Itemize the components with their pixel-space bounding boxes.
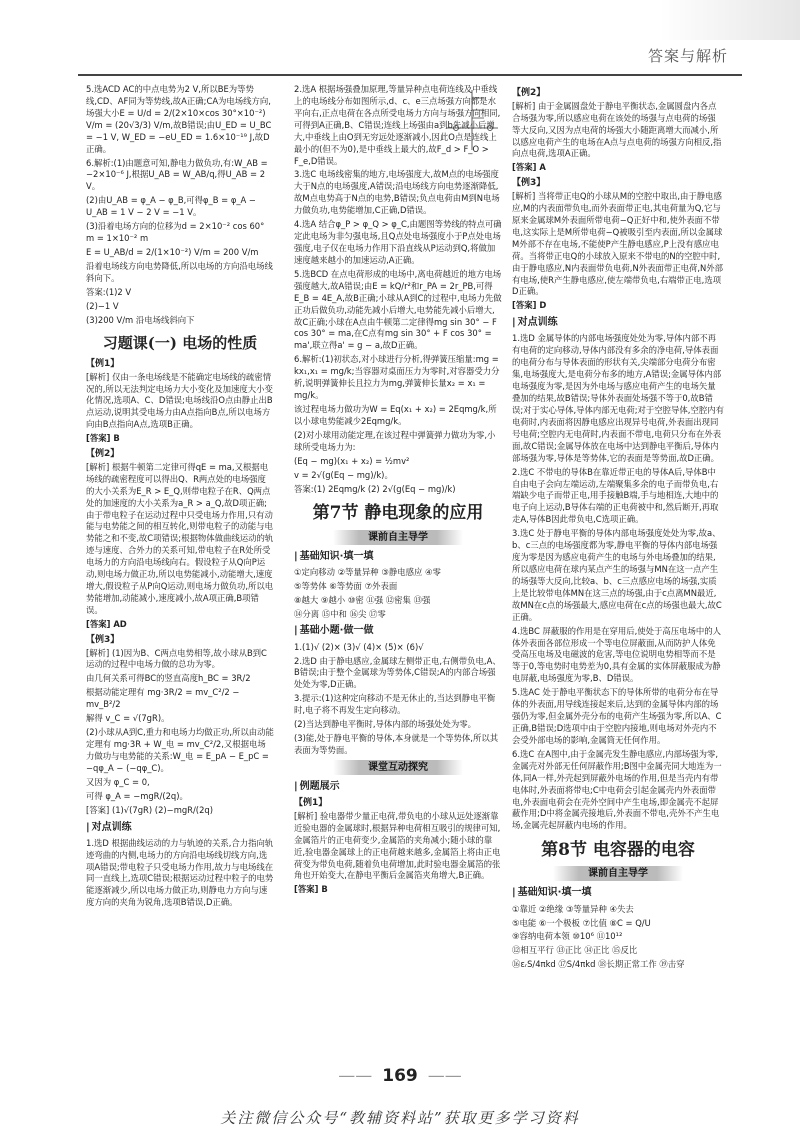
examples-title: | 例题展示 bbox=[294, 780, 502, 794]
training-line: 5.选AC 处于静电平衡状态下的导体所带的电荷分布在导体的外表面,用导线连接起来后,达到的金属导体内部的场强仍为零,但金属外壳分布的电荷产生场强为零,所以A、C正确,B错误;D选项中由于空腔内接地,则电场对外壳内不会受外部电场的影响,金属筒无任何作用。 bbox=[512, 687, 722, 745]
example-2-solution: [解析] 根据牛顿第二定律可得qE = ma,又根据电场线的疏密程度可以得出Q、R两点处的电场强度的大小关系为E_R > E_Q,则带电粒子在R、Q两点处的加速度的大小关系为a_R > a_Q,故D项正确;由于带电粒子在运动过程中只受电场力作用,只有动能与电势能之间的相互转化,则带电粒子的动能与电势能之和不变,故C项错误;根据物体做曲线运动的轨迹与速度、合外力的关系可知,带电粒子在R处所受电场力的方向沿电场线向右。假设粒子从Q向P运动,则电场力做正功,所以电势能减小,动能增大,速度增大,假设粒子从P向Q运动,则电场力做负功,所以电势能增加,动能减小,速度减小,故A项正确,B项错误。 bbox=[86, 461, 274, 615]
answer-line: (2)−1 V bbox=[86, 300, 119, 311]
section-title-exercise: 习题课(一) 电场的性质 bbox=[102, 333, 258, 352]
training-line: 3.选C 处于静电平衡的导体内部电场强度处处为零,故a、b、c三点的电场强度都为零,静电平衡的导体内部电场强度为零是因为感应电荷产生的电场与外电场叠加的结果,所以感应电荷在球内某点产生的场强与MN在这一点产生的场强等大反向,比较a、b、c三点感应电场的场强,实质上是比较带电体MN在这三点的场强,由于c点离MN最近,故MN在c点的场强最大,感应电荷在c点的场强也最大,故C正确。 bbox=[512, 528, 722, 622]
answer-line: 沿着电场线方向电势降低,所以电场的方向沿电场线斜向下。 bbox=[86, 260, 273, 283]
header-rule bbox=[78, 74, 742, 76]
example-1-solution: [解析] 仅由一条电场线是不能确定电场线的疏密情况的,所以无法判定电场力大小变化及加速度大小变化情况,选项A、C、D错误;电场线沿O点由静止出B点运动,说明其受电场力由A点指向B点,所以电场方向由B点指向A点,选项B正确。 bbox=[86, 371, 273, 430]
training-title: | 对点训练 bbox=[86, 821, 274, 835]
answer-line: 答案:(1)2 V bbox=[86, 286, 132, 297]
answer-line: E = U_AB/d = 2/(1×10⁻²) V/m = 200 V/m bbox=[86, 246, 259, 257]
column-middle bbox=[294, 84, 502, 1062]
banner-pre-class: 课前自主导学 bbox=[333, 530, 463, 545]
answer-line: 3.选C 电场线密集的地方,电场强度大,故M点的电场强度大于N点的电场强度,A错误;沿电场线方向电势逐渐降低,故M点电势高于N点的电势,B错误;负点电荷由M到N电场力做负功,电势能增加,C正确,D错误。 bbox=[294, 169, 500, 216]
fill-line: ⑤等势体 ⑥等势面 ⑦外表面 bbox=[294, 580, 398, 591]
solution-line: [答案] (1)√(7gR) (2)−mgR/(2q) bbox=[86, 804, 213, 815]
training-item-1: 1.选D 根据曲线运动的力与轨迹的关系,合力指向轨迹弯曲的内侧,电场力的方向沿电场线切线方向,选项A错误;带电粒子只受电场力作用,故力与电场线在同一直线上,选项C错误;根据运动过程中粒子的电势能逐渐减少,所以电场力做正功,则静电力方向与速度方向的夹角为锐角,选项B错误,D正确。 bbox=[86, 837, 274, 908]
section-title-8: 第8节 电容器的电容 bbox=[541, 840, 695, 861]
answer-line: 5.选ACD AC的中点电势为2 V,所以BE为等势线,CD、AF同为等势线,故A正确;CA为电场线方向,场强大小E = U/d = 2/(2×10×cos 30°×10⁻²) V/m = (20√3/3) V/m,故B错误;由U_ED = U_BC = −1 V, W_ED = −eU_ED = 1.6×10⁻¹⁹ J,故D正确。 bbox=[86, 84, 272, 154]
c3-example-2-label: 【例2】 bbox=[512, 88, 546, 98]
fill-line: ①定向移动 ②等量异种 ③静电感应 ④零 bbox=[294, 566, 441, 577]
field-line-figure bbox=[444, 88, 500, 152]
c3-training-items bbox=[512, 333, 724, 832]
fill-line: ⑨容纳电荷本领 ⑩10⁶ ⑪10¹² bbox=[512, 931, 623, 942]
training-line: 4.选BC 屏蔽服的作用是在穿用后,使处于高压电场中的人体外表面各部位形成一个等电位屏蔽面,从而防护人体免受高压电场及电磁波的危害,等电位说明电势相等而不是等于0,等电势时电势差为0,具有金属的实体屏蔽服成为静电屏蔽,电场强度为零,B、D错误。 bbox=[512, 625, 722, 684]
c3-training-title: | 对点训练 bbox=[512, 316, 724, 330]
question-line: 2.选D 由于静电感应,金属球左侧带正电,右侧带负电,A、B错误;由于整个金属球为等势体,C错误;A的内部合场强处处为零,D正确。 bbox=[294, 655, 501, 690]
solution-line: 由几何关系可得BC的竖直高度h_BC = 3R/2 bbox=[86, 673, 251, 684]
page-number: —— 169 —— bbox=[338, 1066, 462, 1086]
fill-title: | 基础知识·填一填 bbox=[294, 550, 502, 564]
fill-line: ⑤电能 ⑥一个极板 ⑦比值 ⑧C = Q/U bbox=[512, 917, 651, 928]
fill-line: ⑧越大 ⑨越小 ⑩密 ⑪强 ⑫密集 ⑬强 bbox=[294, 594, 431, 605]
example-1-label: 【例1】 bbox=[86, 358, 120, 369]
answer-line: (3)沿着电场方向的位移为d = 2×10⁻² cos 60° m = 1×10⁻² m bbox=[86, 221, 265, 244]
c3-example-3-answer: [答案] D bbox=[512, 300, 547, 311]
small-questions bbox=[294, 642, 502, 757]
solution-line: 可得 φ_A = −mgR/(2q)。 bbox=[86, 790, 188, 801]
c3-example-3-label: 【例3】 bbox=[512, 178, 546, 189]
solution-line: 又因为 φ_C = 0, bbox=[86, 776, 150, 787]
banner-in-class: 课堂互动探究 bbox=[333, 760, 463, 775]
header-title: 答案与解析 bbox=[647, 47, 728, 65]
solution-line: (2)小球从A到C,重力和电场力均做正功,所以由动能定理有 mg·3R + W_电 = mv_C²/2,又根据电场力做功与电势能的关系:W_电 = E_pA − E_pC = −qφ_A − (−qφ_C)。 bbox=[86, 727, 274, 773]
page-header bbox=[0, 0, 800, 78]
c3-fill-answers bbox=[512, 904, 724, 972]
prev-answers bbox=[86, 84, 274, 327]
question-line: (3)能,处于静电平衡的导体,本身就是一个等势体,所以其表面为等势面。 bbox=[294, 733, 499, 755]
answer-line: (Eq − mg)(x₁ + x₂) = ½mv² bbox=[294, 455, 410, 466]
small-questions-title: | 基础小题·做一做 bbox=[294, 624, 502, 638]
c3-example-3-solution: [解析] 当将带正电Q的小球从M的空腔中取出,由于静电感应,M的内表面带负电,而外表面带正电,其电荷量为Q,它与原来金属球M外表面所带电荷−Q正好中和,使外表面不带电,这实际上是M所带电荷−Q被吸引至内表面,所以金属球M外部不存在电场,不能使P产生静电感应,P上没有感应电荷。当将带正电Q的小球放入原来不带电的N的空腔中时,由于静电感应,N内表面带负电荷,N外表面带正电荷,N外部有电场,使R产生静电感应,使左端带负电,右端带正电,选项D正确。 bbox=[512, 191, 724, 297]
example-2-answer: [答案] AD bbox=[86, 618, 127, 629]
solution-line: [解析] (1)因为B、C两点电势相等,故小球从B到C运动的过程中电场力做的总功为零。 bbox=[86, 647, 267, 670]
example-2-label: 【例2】 bbox=[86, 449, 120, 460]
header-gradient bbox=[660, 0, 800, 40]
answer-line: v = 2√(g(Eq − mg)/k)。 bbox=[294, 469, 393, 480]
answer-line: 该过程电场力做功为W = Eq(x₁ + x₂) = 2Eqmg/k,所以小球电势能减少2Eqmg/k。 bbox=[294, 403, 497, 426]
answer-line: (2)对小球用动能定理,在该过程中弹簧弹力做功为零,小球所受电场力为: bbox=[294, 429, 496, 452]
column-right bbox=[512, 84, 724, 1062]
training-line: 6.选C 在A图中,由于金属壳发生静电感应,内部场强为零,金属壳对外部无任何屏蔽作用;B图中金属壳同大地连为一体,同A一样,外壳起到屏蔽外电场的作用,但是当壳内有带电体时,外表面将带电;C中电荷会引起金属壳内外表面带电,外表面电荷会在壳外空间中产生电场,即金属壳不起屏蔽作用;D中将金属壳接地后,外表面不带电,壳外不产生电场,金属壳起屏蔽内电场的作用。 bbox=[512, 748, 722, 831]
answer-line: (2)由U_AB = φ_A − φ_B,可得φ_B = φ_A − U_AB = 1 V − 2 V = −1 V。 bbox=[86, 195, 256, 218]
c3-example-2-solution: [解析] 由于金属圆盘处于静电平衡状态,金属圆盘内各点合场强为零,所以感应电荷在该处的场强与点电荷的场强等大反向,又因为点电荷的场强大小随距离增大而减小,所以感应电荷产生的电场在A点与点电荷的场强方向相反,指向点电荷,选项A正确。 bbox=[512, 100, 722, 159]
training-line: 2.选C 不带电的导体B在靠近带正电的导体A后,导体B中自由电子会向左端运动,左端聚集多余的电子而带负电,右端缺少电子而带正电,用手接触B端,手与地相连,大地中的电子向上运动,B导体右端的正电荷被中和,然后断开,再取走A,导体B因此带负电,C选项正确。 bbox=[512, 466, 719, 525]
footer-note: 关注微信公众号“教辅资料站”获取更多学习资料 bbox=[220, 1109, 580, 1127]
c3-example-2-answer: [答案] A bbox=[512, 162, 546, 173]
answer-line: 4.选A 结合φ_P > φ_Q > φ_C,由题图等势线的特点可确定此电场为非匀强电场,且Q点处电场强度小于P点处电场强度,电子仅在电场力作用下沿直线从P运动到Q,将做加速度越来越小的加速运动,A正确。 bbox=[294, 219, 502, 265]
question-line: 3.提示:(1)这种定向移动不是无休止的,当达到静电平衡时,电子将不再发生定向移动。 bbox=[294, 693, 496, 716]
c2-example-1-solution: [解析] 验电器带少量正电荷,带负电的小球从远处逐渐靠近验电器的金属球时,根据异种电荷相互吸引的规律可知,金属箔片的正电荷变少,金属箔的夹角减小;随小球的靠近,验电器金属球上的正电荷越来越多,金属箔上将由正电荷变为带负电荷,随着负电荷增加,此时验电器金属箔的张角也开始变大,在静电平衡后金属箔夹角增大,B正确。 bbox=[294, 810, 501, 881]
training-line: 1.选D 金属导体的内部电场强度处处为零,导体内部不再有电荷的定向移动,导体内部没有多余的净电荷,导体表面的电荷分布与导体表面的形状有关,尖端部分电荷分布密集,电场强度大,是电荷分布多的地方,A错误;金属导体内部电场强度为零,是因为外电场与感应电荷产生的电场矢量叠加的结果,故B错误;导体外表面处场强不等于0,故B错误;对于实心导体,导体内部无电荷;对于空腔导体,空腔内有电荷时,内表面将因静电感应出现异号电荷,外表面出现同号电荷;空腔内无电荷时,内表面不带电,电荷只分布在外表面,故C错误;金属导体放在电场中达到静电平衡后,导体内部场强为零,导体是等势体,它的表面是等势面,故D正确。 bbox=[512, 333, 724, 463]
c3-banner-pre-class: 课前自主导学 bbox=[553, 866, 683, 881]
answer-line: (3)200 V/m 沿电场线斜向下 bbox=[86, 314, 195, 325]
column-left bbox=[86, 84, 274, 1062]
fill-line: ⑫相互平行 ⑬正比 ⑭正比 ⑮反比 bbox=[512, 945, 638, 956]
answer-line: 答案:(1) 2Eqmg/k (2) 2√(g(Eq − mg)/k) bbox=[294, 483, 456, 494]
solution-line: 解得 v_C = √(7gR)。 bbox=[86, 713, 170, 724]
c2-example-1-answer: [答案] B bbox=[294, 884, 328, 895]
example-3-label: 【例3】 bbox=[86, 634, 120, 645]
solution-line: 根据动能定理有 mg·3R/2 = mv_C²/2 − mv_B²/2 bbox=[86, 687, 240, 710]
answer-line: 5.选BCD 在点电荷形成的电场中,离电荷越近的地方电场强度越大,故A错误;由E = kQ/r²和r_PA = 2r_PB,可得E_B = 4E_A,故B正确;小球从A到C的过程中,电场力先做正功后做负功,动能先减小后增大,电势能先减小后增大,故C正确;小球在A点由牛顿第二定律得mg sin 30° − F cos 30° = ma,在C点有mg sin 30° + F cos 30° = ma',联立得a' = g − a,故D正确。 bbox=[294, 268, 502, 351]
fill-line: ⑯εᵣS/4πkd ⑰S/4πkd ⑱长期正常工作 ⑲击穿 bbox=[512, 959, 685, 970]
example-3-solution bbox=[86, 648, 274, 817]
fill-line: ⑭分离 ⑮中和 ⑯尖 ⑰零 bbox=[294, 608, 386, 619]
fill-answers bbox=[294, 567, 502, 621]
c2-example-1-label: 【例1】 bbox=[294, 798, 328, 809]
question-line: (2)当达到静电平衡时,导体内部的场强处处为零。 bbox=[294, 719, 477, 730]
section-title-7: 第7节 静电现象的应用 bbox=[312, 503, 484, 524]
answer-line: 2.选A 根据场强叠加原理,等量异种点电荷连线及中垂线上的电场线分布如图所示,d、c、e三点场强方向都是水平向右,正点电荷在各点所受电场力方向与场强方向相同,可得到A正确,B、C错误;连线上场强由a到b先减小后增大,中垂线上由O到无穷远处逐渐减小,因此O点是连线上最小的(但不为0),是中垂线上最大的,故F_d > F_O > F_e,D错误。 bbox=[294, 84, 501, 166]
answer-line: 6.解析:(1)初状态,对小球进行分析,得弹簧压缩量:mg = kx₁,x₁ = mg/k;当容器对桌面压力为零时,对容器受力分析,说明弹簧伸长且拉力为mg,弹簧伸长量x₂ = x₁ = mg/k。 bbox=[294, 354, 500, 401]
answer-line: 6.解析:(1)由题意可知,静电力做负功,有:W_AB = −2×10⁻⁶ J,根据U_AB = W_AB/q,得U_AB = 2 V。 bbox=[86, 157, 268, 192]
question-line: 1.(1)√ (2)× (3)√ (4)× (5)× (6)√ bbox=[294, 641, 424, 652]
fill-line: ①靠近 ②绝缘 ③等量异种 ④失去 bbox=[512, 903, 634, 914]
example-1-answer: [答案] B bbox=[86, 433, 120, 444]
c3-fill-title: | 基础知识·填一填 bbox=[512, 886, 724, 900]
